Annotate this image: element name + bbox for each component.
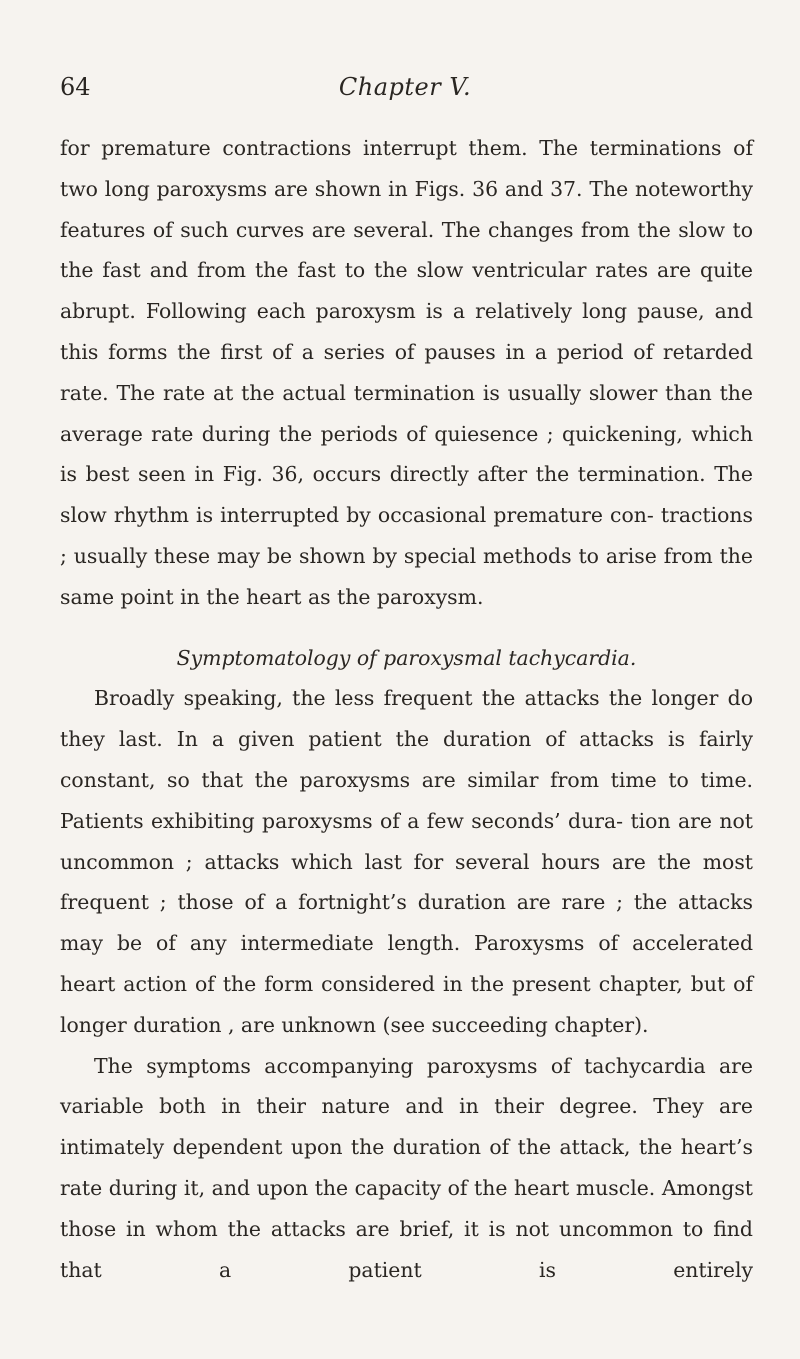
paragraph-continuation: for premature contractions interrupt them. The terminations of two long paroxysms are shown in Figs. 36 and 37. The noteworthy features of such curves are several. The changes from the slow to the fast and from the fast to the slow ventricular rates are quite abrupt. Following each paroxysm is a relatively long pause, and this forms the first of a series of pauses in a period of retarded rate. The rate at the actual termination is usually slower than the average rate during the periods of quiesence ; quickening, which is best seen in Fig. 36, occurs directly after the termination. The slow rhythm is interrupted by occasional premature con- tractions ; usually these may be shown by special methods to arise from the same point in the heart as the paroxysm. bbox=[60, 136, 753, 609]
paragraph-duration: Broadly speaking, the less frequent the attacks the longer do they last. In a given patient the duration of attacks is fairly constant, so that the paroxysms are similar from time to time. Patients exhibiting paroxysms of a few seconds’ dura- tion are not uncommon ; attacks which last for several hours are the most frequent ; those of a fortnight’s duration are rare ; the attacks may be of any intermediate length. Paroxysms of accelerated heart action of the form considered in the present chapter, but of longer duration , are unknown (see succeeding chapter). bbox=[60, 686, 753, 1037]
paragraph-symptoms: The symptoms accompanying paroxysms of tachycardia are variable both in their nature and in their degree. They are intimately dependent upon the duration of the attack, the heart’s rate during it, and upon the capacity of the heart muscle. Amongst those in whom the attacks are brief, it is not uncommon to find that a patient is entirely bbox=[60, 1053, 753, 1282]
body-text bbox=[60, 128, 753, 1290]
page-number: 64 bbox=[60, 73, 91, 101]
section-heading: Symptomatology of paroxysmal tachycardia. bbox=[176, 645, 637, 670]
page-header bbox=[60, 70, 750, 110]
running-head: Chapter V. bbox=[338, 73, 472, 101]
